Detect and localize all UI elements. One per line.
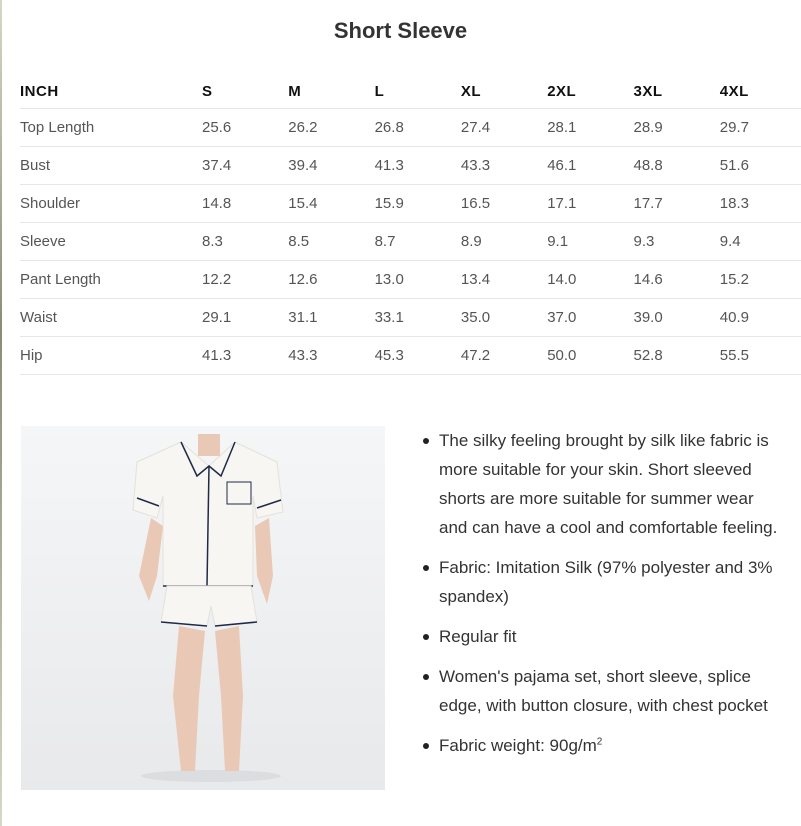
table-cell: 28.9	[633, 109, 719, 147]
fabric-weight-text: Fabric weight: 90g/m	[439, 736, 597, 755]
table-cell: 17.7	[633, 185, 719, 223]
table-cell: 15.9	[375, 185, 461, 223]
header-cell: 4XL	[720, 74, 801, 109]
table-cell: 15.4	[288, 185, 374, 223]
row-label: Top Length	[20, 109, 202, 147]
table-cell: 39.4	[288, 147, 374, 185]
table-cell: 8.7	[375, 223, 461, 261]
table-cell: 33.1	[375, 299, 461, 337]
table-cell: 25.6	[202, 109, 288, 147]
table-row	[20, 147, 801, 185]
table-cell: 46.1	[547, 147, 633, 185]
bullet-icon	[423, 565, 429, 571]
table-cell: 41.3	[202, 337, 288, 375]
table-cell: 48.8	[633, 147, 719, 185]
list-item	[415, 622, 785, 651]
row-label: Shoulder	[20, 185, 202, 223]
table-cell: 12.2	[202, 261, 288, 299]
list-item-text: Fabric: Imitation Silk (97% polyester and 3% spandex)	[439, 558, 773, 606]
table-row	[20, 299, 801, 337]
list-item	[415, 426, 785, 542]
header-cell: 3XL	[633, 74, 719, 109]
bullet-icon	[423, 634, 429, 640]
row-label: Sleeve	[20, 223, 202, 261]
table-cell: 51.6	[720, 147, 801, 185]
table-cell: 15.2	[720, 261, 801, 299]
header-cell: S	[202, 74, 288, 109]
row-label: Pant Length	[20, 261, 202, 299]
table-cell: 14.8	[202, 185, 288, 223]
header-cell: M	[288, 74, 374, 109]
list-item	[415, 731, 785, 760]
table-cell: 47.2	[461, 337, 547, 375]
table-row	[20, 261, 801, 299]
page-edge	[0, 0, 2, 826]
bullet-icon	[423, 674, 429, 680]
table-cell: 39.0	[633, 299, 719, 337]
table-cell: 37.4	[202, 147, 288, 185]
table-row	[20, 109, 801, 147]
bullet-icon	[423, 438, 429, 444]
table-cell: 8.3	[202, 223, 288, 261]
table-header-row	[20, 74, 801, 109]
superscript: 2	[596, 736, 603, 748]
table-cell: 35.0	[461, 299, 547, 337]
table-cell: 17.1	[547, 185, 633, 223]
bullet-icon	[423, 743, 429, 749]
table-cell: 43.3	[288, 337, 374, 375]
list-item	[415, 662, 785, 720]
table-cell: 28.1	[547, 109, 633, 147]
table-cell: 45.3	[375, 337, 461, 375]
table-cell: 43.3	[461, 147, 547, 185]
table-cell: 37.0	[547, 299, 633, 337]
table-cell: 13.0	[375, 261, 461, 299]
table-cell: 16.5	[461, 185, 547, 223]
table-cell: 29.1	[202, 299, 288, 337]
table-cell: 29.7	[720, 109, 801, 147]
row-label: Bust	[20, 147, 202, 185]
list-item-text: Women's pajama set, short sleeve, splice edge, with button closure, with chest pocket	[439, 667, 768, 715]
table-cell: 8.5	[288, 223, 374, 261]
header-cell: 2XL	[547, 74, 633, 109]
table-cell: 18.3	[720, 185, 801, 223]
table-cell: 26.8	[375, 109, 461, 147]
table-row	[20, 337, 801, 375]
header-cell: L	[375, 74, 461, 109]
list-item-text: The silky feeling brought by silk like fabric is more suitable for your skin. Short sleeved shorts are more suitable for summer wear and can have a cool and comfortable feeling.	[439, 431, 778, 537]
table-cell: 14.6	[633, 261, 719, 299]
row-label: Hip	[20, 337, 202, 375]
table-cell: 14.0	[547, 261, 633, 299]
table-cell: 26.2	[288, 109, 374, 147]
table-cell: 50.0	[547, 337, 633, 375]
table-cell: 9.1	[547, 223, 633, 261]
feature-list	[415, 426, 785, 771]
table-row	[20, 223, 801, 261]
table-cell: 40.9	[720, 299, 801, 337]
model-photo-icon	[21, 426, 385, 790]
page-title: Short Sleeve	[333, 18, 468, 43]
table-cell: 9.3	[633, 223, 719, 261]
header-cell: XL	[461, 74, 547, 109]
list-item	[415, 553, 785, 611]
table-cell: 12.6	[288, 261, 374, 299]
header-cell: INCH	[20, 74, 202, 109]
table-cell: 8.9	[461, 223, 547, 261]
table-cell: 31.1	[288, 299, 374, 337]
table-cell: 9.4	[720, 223, 801, 261]
table-cell: 13.4	[461, 261, 547, 299]
size-chart-table	[20, 74, 801, 375]
table-cell: 55.5	[720, 337, 801, 375]
list-item-text: Regular fit	[439, 627, 517, 646]
table-row	[20, 185, 801, 223]
table-cell: 52.8	[633, 337, 719, 375]
product-photo	[21, 426, 385, 790]
table-cell: 41.3	[375, 147, 461, 185]
row-label: Waist	[20, 299, 202, 337]
table-cell: 27.4	[461, 109, 547, 147]
